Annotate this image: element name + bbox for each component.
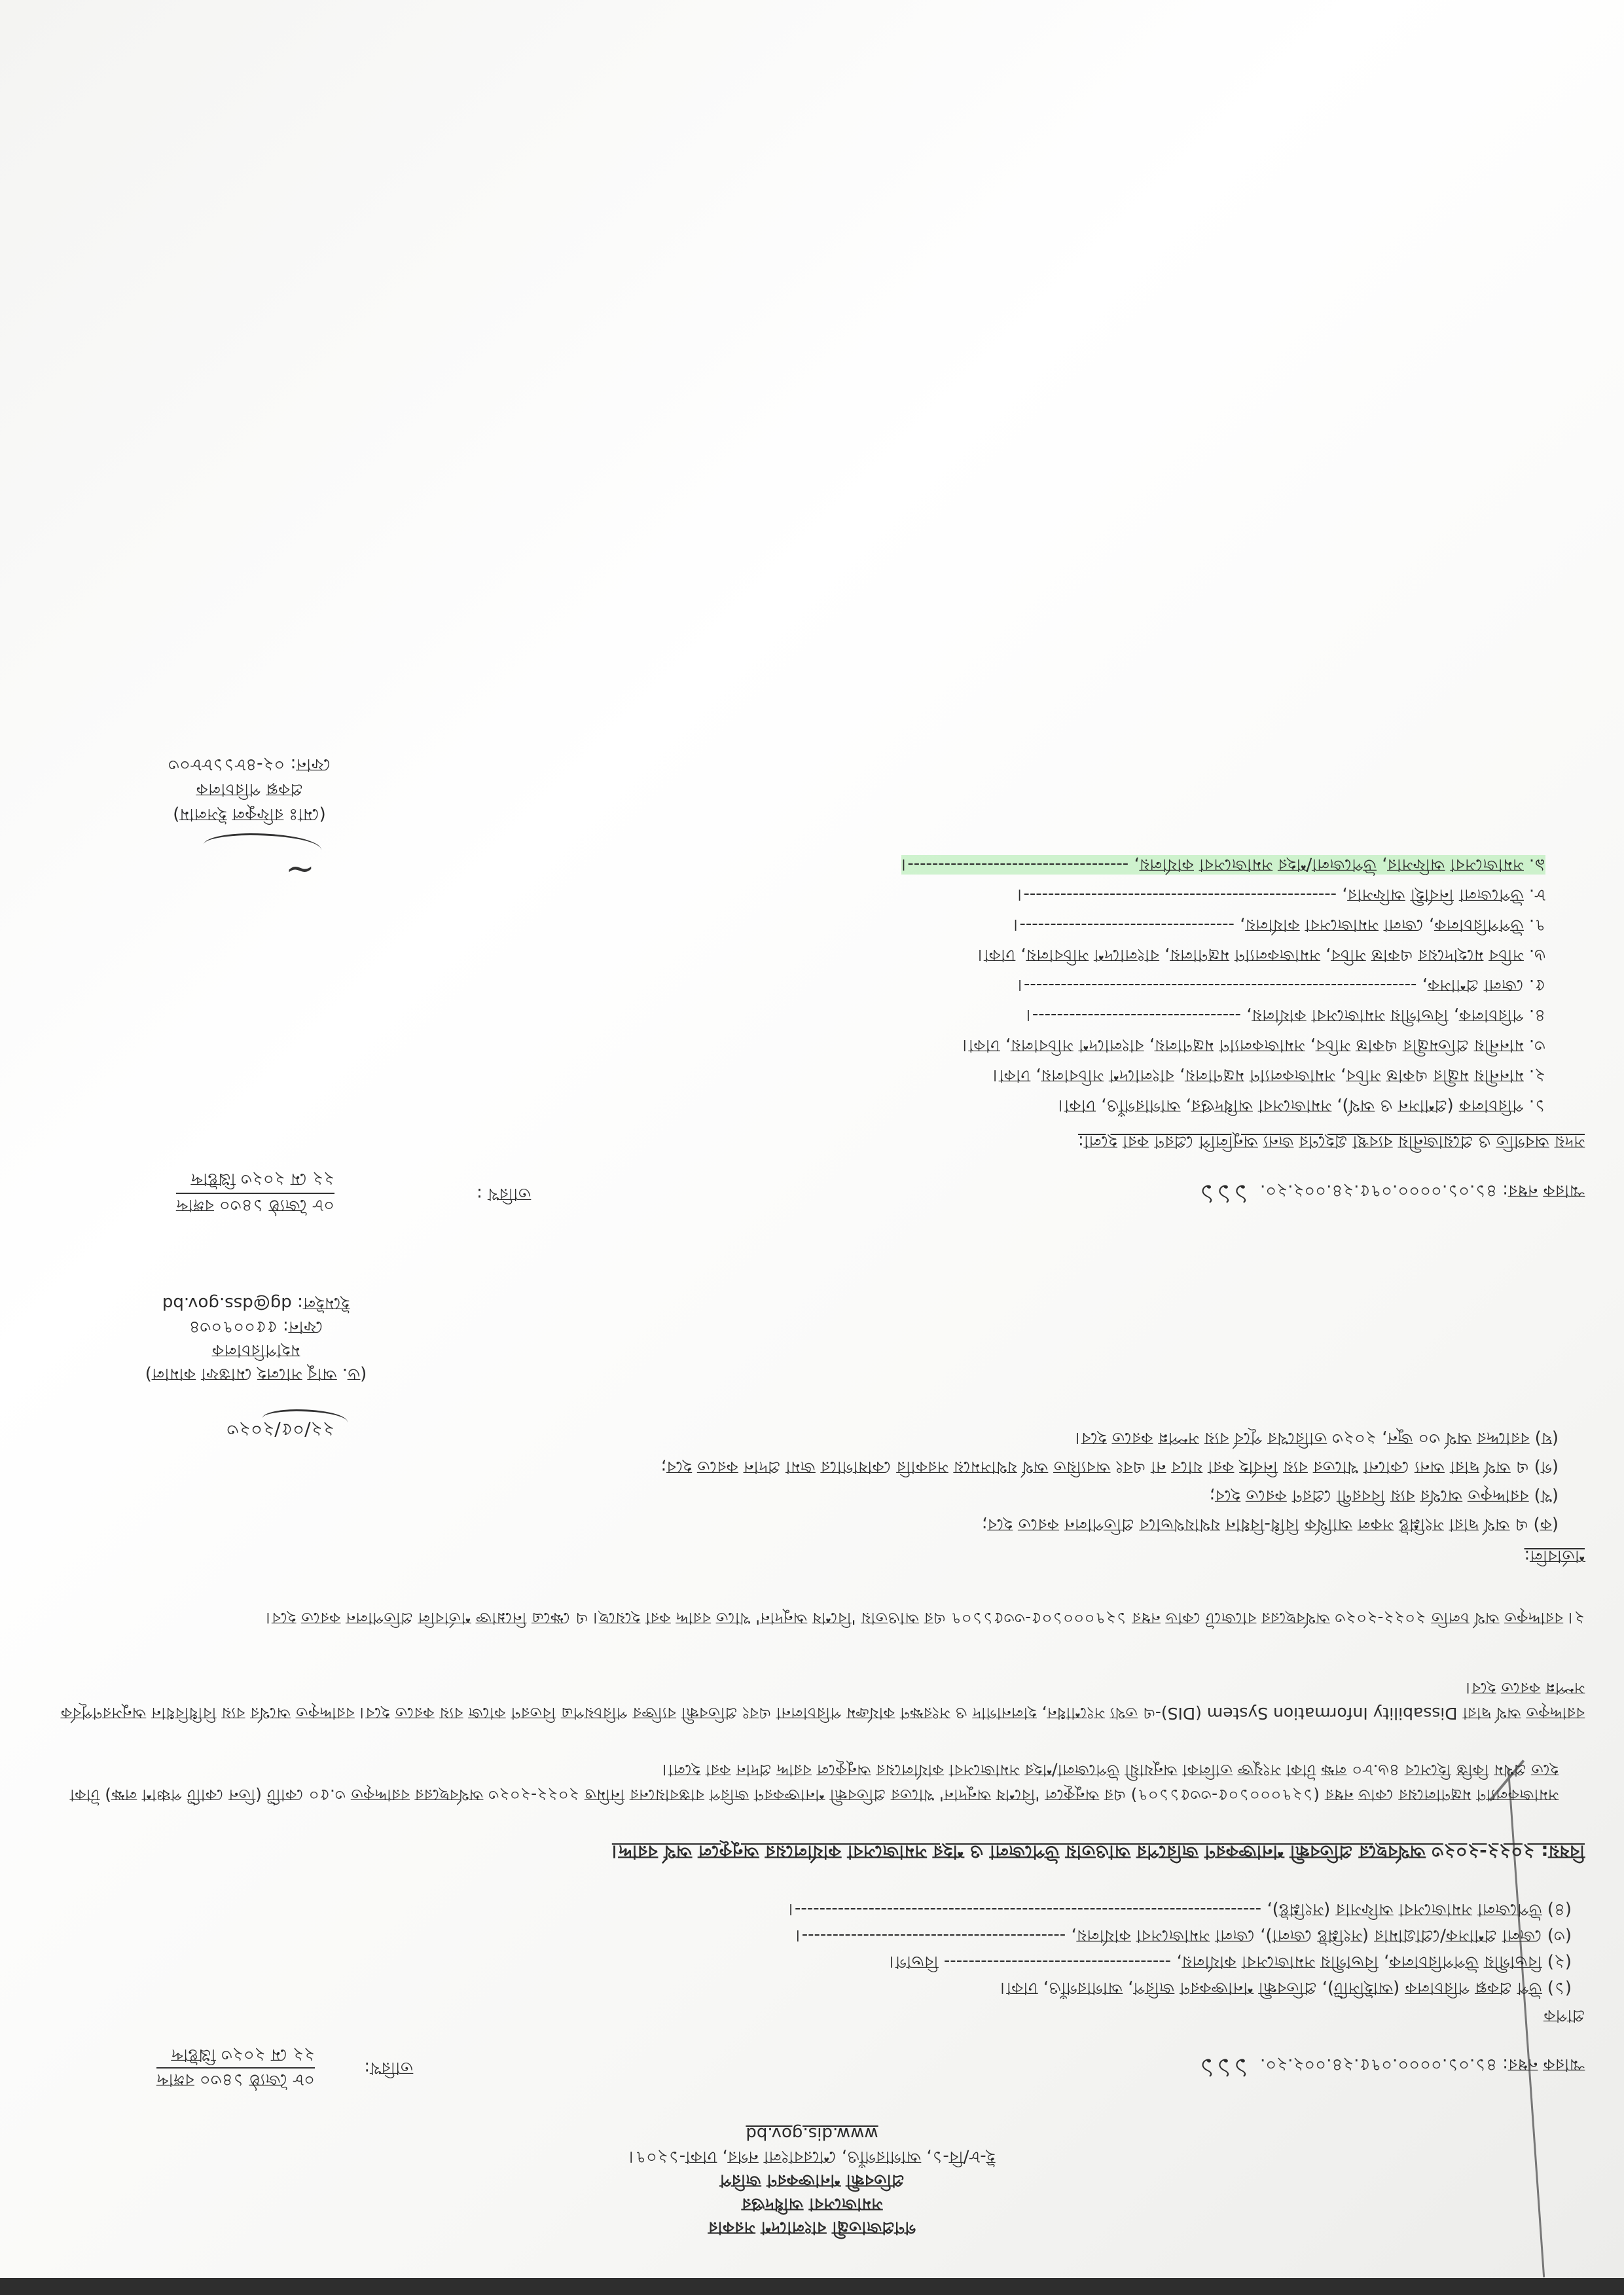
memo1-item2: ২। বরাদ্দকৃত অর্থ চলতি ২০২২-২০২৩ অর্থবছরের বাজেটে কোড নম্বর ১২৭০০০১০৫-৩৩৫১১০৭ এর আওতায় 'বিশেষ অনুদান' খাতে বরাদ্দ করা হয়েছে। এ ক্ষেত্রে নিম্নোক্ত শর্তাবলি প্রতিপালন করতে হবে। bbox=[266, 1609, 1585, 1628]
memo1-date-gregorian: ২২ মে ২০২৩ খ্রিষ্টাব্দ bbox=[171, 2045, 315, 2065]
memo2-signer-name: (মোঃ রফিকুল ইসলাম) bbox=[173, 804, 326, 824]
header-government: গণপ্রজাতন্ত্রী বাংলাদেশ সরকার bbox=[708, 2218, 916, 2237]
memo1-ref-printed: স্মারক নম্বর: ৪১.০১.০০০০.০৭৫.২৪.০০২.২০. bbox=[1260, 2055, 1585, 2074]
header-website[interactable]: www.dis.gov.bd bbox=[746, 2123, 878, 2143]
copy-item-highlighted: ৯. সমাজসেবা অফিসার, উপজেলা/শহর সমাজসেবা কার্যালয়, ------------------------------------। bbox=[901, 855, 1545, 875]
memo2-ref-number bbox=[1198, 1179, 1585, 1209]
memo1-ref-number bbox=[1198, 2053, 1585, 2083]
memo1-signer-phone: ফোন: ৫৫০০৭০৩৪ bbox=[189, 1317, 323, 1337]
header-address: ই-৮/বি-১, আগারগাঁও, শেরেবাংলা নগর, ঢাকা-১২০৭। bbox=[628, 2147, 996, 2167]
memo2-signer-title: প্রকল্প পরিচালক bbox=[196, 780, 303, 799]
recipient-item: (২) বিভাগীয় উপপরিচালক, বিভাগীয় সমাজসেবা কার্যালয়, ------------------------------------- বিভাগ। bbox=[889, 1952, 1572, 1972]
memo1-subject: বিষয়: ২০২২-২০২৩ অর্থবছরে প্রতিবন্ধী শনাক্তকরণ জরিপের আওতায় উপজেলা ও শহর সমাজসেবা কার্যালয়ের অনুকূলে অর্থ বরাদ্দ। bbox=[611, 1841, 1585, 1863]
recipient-item: (৩) জেলা প্রশাসক/প্রোগ্রামার (সংশ্লিষ্ট জেলা), জেলা সমাজসেবা কার্যালয়, -------------------------------------------। bbox=[795, 1926, 1572, 1945]
condition-item: (ঘ) বরাদ্দের অর্থ ৩০ জুন, ২০২৩ তারিখের পূর্বে ব্যয় সম্পন্ন করতে হবে। bbox=[1075, 1428, 1559, 1448]
copy-item: ৮. উপজেলা নির্বাহী অফিসার, ---------------------------------------------------। bbox=[1017, 885, 1545, 905]
memo1-signer-name: (ড. আবু সালেহ মোস্তফা কামাল) bbox=[145, 1364, 367, 1384]
memo1-date-bangla: ০৮ জ্যৈষ্ঠ ১৪৩০ বঙ্গাব্দ bbox=[156, 2067, 315, 2091]
recipients-label: প্রাপক bbox=[1543, 2006, 1585, 2025]
signature-stroke bbox=[204, 833, 321, 861]
memo2-signer-phone: ফোন: ০২-৪৮১১৮৮০৩ bbox=[168, 755, 331, 774]
memo2-signature-scribble: ~ bbox=[285, 850, 315, 891]
copy-item bbox=[901, 854, 1545, 876]
copy-item: ৩. মাননীয় প্রতিমন্ত্রীর একান্ত সচিব, সমাজকল্যাণ মন্ত্রণালয়, বাংলাদেশ সচিবালয়, ঢাকা। bbox=[962, 1036, 1545, 1055]
memo1-signer-email: ইমেইল: dg@dss.gov.bd bbox=[162, 1293, 350, 1313]
conditions-label: শর্তাবলি: bbox=[1524, 1546, 1585, 1566]
memo1-body-paragraph: সমাজকল্যাণ মন্ত্রণালয়ের কোড নম্বর (১২৭০০০১০৫-৩৩৫১১০৭) এর অনুকূলে 'বিশেষ অনুদান' খাতের প্রতিবন্ধী শনাক্তকরণ জরিপ বাস্তবায়নের নিমিত্ত ২০২২-২০২৩ অর্থবছরের বরাদ্দকৃত ৩.৫০ কোটি (তিন কোটি পঞ্চাশ লক্ষ) টাকা হতে প্রথম কিস্তি হিসেবে ৪৬.৮০ লক্ষ টাকা সংযুক্ত তালিকা অনুযায়ী উপজেলা/শহর সমাজসেবা কার্যালয়ের অনুকূলে বরাদ্দ প্রদান করা হলো। bbox=[69, 1761, 1559, 1805]
recipient-item: (১) উপ প্রকল্প পরিচালক (আইসিটি), প্রতিবন্ধী শনাক্তকরণ জরিপ, আগারগাঁও, ঢাকা। bbox=[1000, 1978, 1572, 1998]
condition-item: (খ) বরাদ্দকৃত অর্থের ব্যয় বিবরণী প্রেরণ করতে হবে; bbox=[1209, 1486, 1559, 1506]
copy-item: ৬. সচিব মহোদয়ের একান্ত সচিব, সমাজকল্যাণ মন্ত্রণালয়, বাংলাদেশ সচিবালয়, ঢাকা। bbox=[977, 945, 1545, 965]
memo1-body-paragraph: বরাদ্দকৃত অর্থ দ্বারা Dissability Information System (DIS)-এ তথ্য সংশোধন, হালনাগাদ ও সংরক্ষণ কার্যক্রম পরিচালনা এবং প্রতিবন্ধী ব্যক্তির পরিচয়পত্র বিতরণ কাজে ব্যয় করতে হবে। বরাদ্দকৃত অর্থের ব্যয় বিধিবিধান অনুসরণপূর্বক সম্পন্ন করতে হবে। bbox=[60, 1679, 1585, 1723]
copy-item: ১. পরিচালক (প্রশাসন ও অর্থ), সমাজসেবা অধিদপ্তর, আগারগাঁও, ঢাকা। bbox=[1058, 1096, 1545, 1115]
copy-item: ৫. জেলা প্রশাসক, ----------------------------------------------------------------। bbox=[1017, 975, 1545, 995]
memo2-date-gregorian: ২২ মে ২০২৩ খ্রিষ্টাব্দ bbox=[190, 1169, 334, 1189]
memo2-ref-handwritten: ১১১ bbox=[1198, 1179, 1250, 1209]
memo2-date-label: তারিখ : bbox=[477, 1184, 531, 1204]
condition-item: (ক) এ অর্থ দ্বারা সংশ্লিষ্ট সকল আর্থিক বিধি-বিধান যথাযথভাবে প্রতিপালন করতে হবে; bbox=[981, 1515, 1559, 1534]
memo1-signature-date: ২২/০৫/২০২৩ bbox=[226, 1419, 334, 1441]
header-department: সমাজসেবা অধিদপ্তর bbox=[742, 2194, 882, 2214]
copy-intro: সদয় অবগতি ও প্রয়োজনীয় ব্যবস্থা গ্রহণের জন্য অনুলিপি প্রেরণ করা হলো: bbox=[1077, 1132, 1585, 1151]
copy-item: ৪. পরিচালক, বিভাগীয় সমাজসেবা কার্যালয়, ----------------------------------। bbox=[1026, 1005, 1545, 1025]
memo1-signer-title: মহাপরিচালক bbox=[211, 1341, 300, 1360]
copy-item: ২. মাননীয় মন্ত্রীর একান্ত সচিব, সমাজকল্যাণ মন্ত্রণালয়, বাংলাদেশ সচিবালয়, ঢাকা। bbox=[992, 1066, 1545, 1085]
memo1-ref-handwritten: ১১১ bbox=[1198, 2053, 1250, 2083]
recipient-item: (৪) উপজেলা সমাজসেবা অফিসার (সংশ্লিষ্ট), ----------------------------------------------------------------------------। bbox=[788, 1900, 1572, 1919]
memo1-date-label: তারিখ: bbox=[364, 2058, 413, 2078]
memo2-date-bangla: ০৮ জ্যৈষ্ঠ ১৪৩০ বঙ্গাব্দ bbox=[176, 1193, 334, 1216]
memo2-ref-printed: স্মারক নম্বর: ৪১.০১.০০০০.০৭৫.২৪.০০২.২০. bbox=[1260, 1181, 1585, 1201]
condition-item: (গ) এ অর্থ দ্বারা অন্য কোনো খাতের ব্যয় নির্বাহ করা যাবে না এবং অব্যয়িত অর্থ যথাসময়ে সরকারি কোষাগারে জমা প্রদান করতে হবে; bbox=[660, 1457, 1559, 1477]
copy-item: ৭. উপপরিচালক, জেলা সমাজসেবা কার্যালয়, -----------------------------------। bbox=[1013, 915, 1545, 935]
header-project: প্রতিবন্ধী শনাক্তকরণ জরিপ bbox=[719, 2171, 905, 2190]
